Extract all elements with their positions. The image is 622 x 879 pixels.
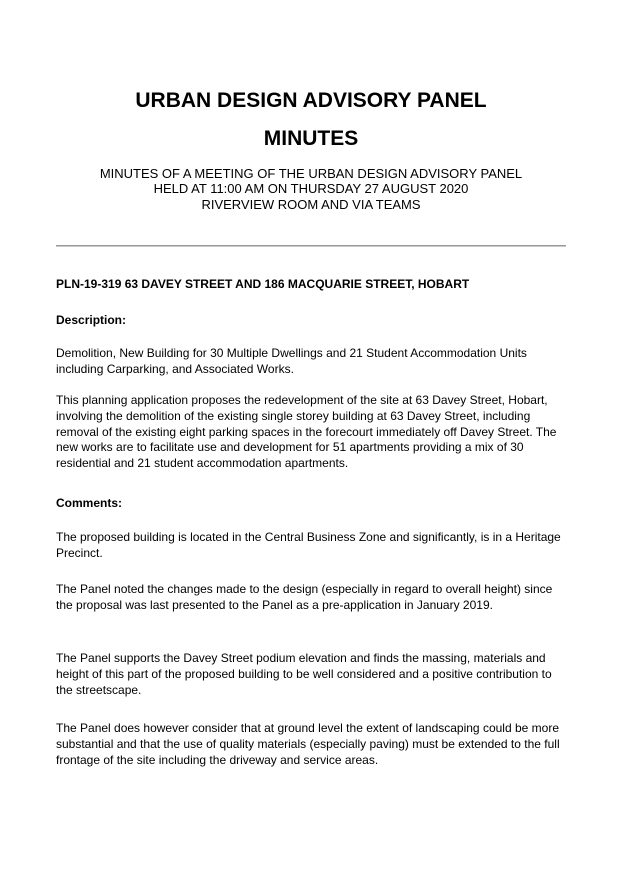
meeting-datetime-line: HELD AT 11:00 AM ON THURSDAY 27 AUGUST 2020: [153, 181, 469, 196]
comment-paragraph: The proposed building is located in the Central Business Zone and significantly, is in a Heritage Precinct.: [56, 530, 561, 560]
comment-paragraph: The Panel noted the changes made to the design (especially in regard to overall height) since the proposal was last presented to the Panel as a pre-application in January 2019.: [56, 582, 553, 612]
comment-paragraph: The Panel supports the Davey Street podium elevation and finds the massing, materials and height of this part of the proposed building to be well considered and a positive contribution to the streetscape.: [56, 651, 552, 697]
description-paragraph: Demolition, New Building for 30 Multiple Dwellings and 21 Student Accommodation Units including Carparking, and Associated Works.: [56, 346, 527, 376]
document-subtitle-minutes: MINUTES: [263, 127, 359, 150]
description-heading: Description:: [56, 313, 127, 327]
description-paragraph: This planning application proposes the redevelopment of the site at 63 Davey Street, Hobart, involving the demolition of the existing single storey building at 63 Davey Street, including removal of the existing eight parking spaces in the forecourt immediately off Davey Street. The new works are to facilitate use and development for 51 apartments providing a mix of 30 residential and 21 student accommodation apartments.: [56, 393, 557, 471]
horizontal-divider: [56, 245, 566, 247]
comments-heading: Comments:: [56, 496, 123, 510]
item-heading: PLN-19-319 63 DAVEY STREET AND 186 MACQUARIE STREET, HOBART: [56, 277, 470, 291]
meeting-location-line: RIVERVIEW ROOM AND VIA TEAMS: [201, 197, 421, 212]
meeting-description-line: MINUTES OF A MEETING OF THE URBAN DESIGN ADVISORY PANEL: [99, 166, 523, 181]
document-title: URBAN DESIGN ADVISORY PANEL: [135, 89, 487, 112]
comment-paragraph: The Panel does however consider that at ground level the extent of landscaping could be more substantial and that the use of quality materials (especially paving) must be extended to the full frontage of the site including the driveway and service areas.: [56, 721, 560, 767]
